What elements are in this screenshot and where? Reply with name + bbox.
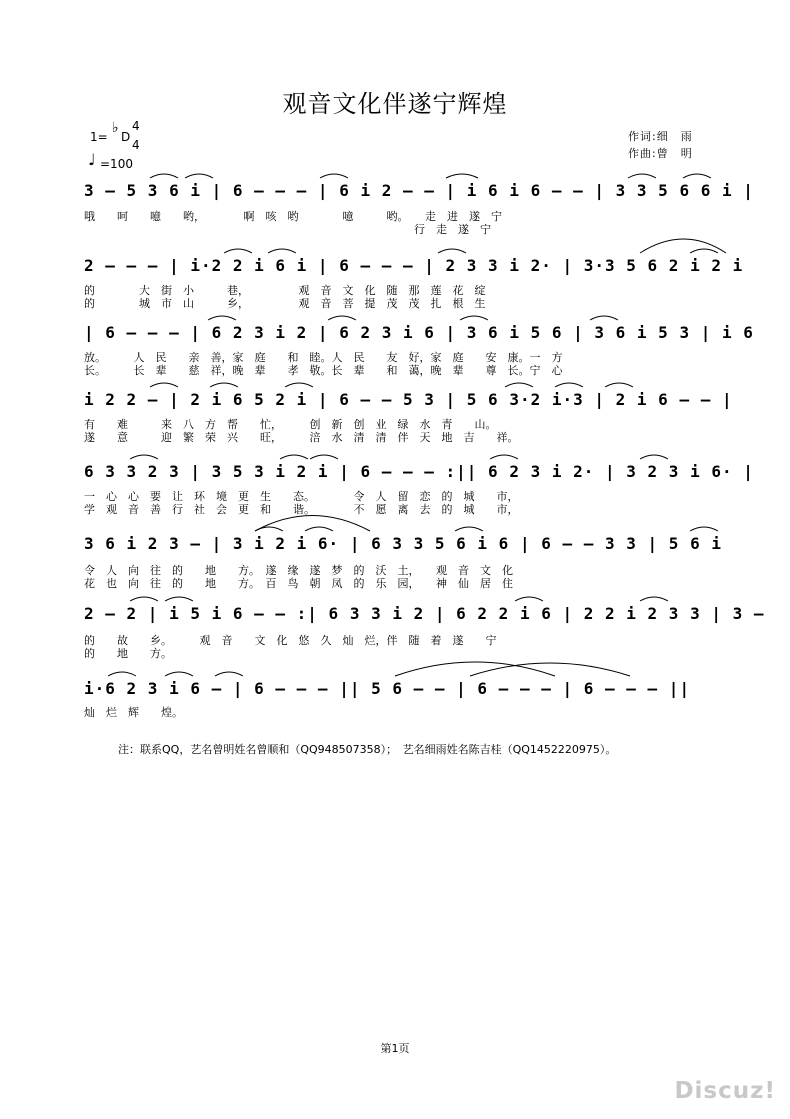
time-signature-top: 4: [132, 119, 140, 133]
page-title: 观音文化伴遂宁辉煌: [282, 90, 508, 118]
lyrics-line-5b: 学 观 音 善 行 社 会 更 和 谐。 不 愿 离 去 的 城 市，: [84, 503, 519, 516]
tempo-value: =100: [100, 157, 133, 171]
time-signature-bottom: 4: [132, 138, 140, 152]
lyrics-line-8a: 灿 烂 辉 煌。: [84, 706, 183, 719]
footnote: 注：联系QQ，艺名曾明姓名曾顺和（QQ948507358）； 艺名细雨姓名陈吉桂（QQ1452220975）。: [118, 743, 617, 756]
lyrics-line-2b: 的 城 市 山 乡， 观 音 菩 提 茂 茂 扎 根 生: [84, 297, 486, 310]
lyrics-line-5a: 一 心 心 要 让 环 境 更 生 态。 令 人 留 恋 的 城 市，: [84, 490, 519, 503]
notation-line-7: 2 – 2 | i 5 i 6 – – :| 6 3 3 i 2 | 6 2 2 i 6 | 2 2 i 2 3 3 | 3 –: [84, 604, 765, 623]
notation-line-2: 2 – – – | i·2 2 i 6 i | 6 – – – | 2 3 3 i 2· | 3·3 5 6 2 i 2 i: [84, 256, 744, 275]
lyrics-line-1a: 哦 呵 噫 哟， 啊 咳 哟 噫 哟。 走 进 遂 宁: [84, 210, 502, 223]
lyrics-line-3b: 长。 长 辈 慈 祥，晚 辈 孝 敬。长 辈 和 蔼，晚 辈 尊 长。宁 心: [84, 364, 563, 377]
notation-line-1: 3 – 5 3 6 i | 6 – – – | 6 i 2 – – | i 6 i 6 – – | 3 3 5 6 6 i |: [84, 181, 754, 200]
quarter-note-icon: ♩: [88, 150, 96, 169]
lyrics-line-4b: 遂 意 迎 繁 荣 兴 旺， 涪 水 清 清 伴 天 地 吉 祥。: [84, 431, 519, 444]
notation-line-3: | 6 – – – | 6 2 3 i 2 | 6 2 3 i 6 | 3 6 i 5 6 | 3 6 i 5 3 | i 6: [84, 323, 754, 342]
composer-credit: 作曲:曾 明: [628, 147, 693, 160]
lyrics-line-1b: 行 走 遂 宁: [84, 223, 491, 236]
key-prefix: 1=: [90, 130, 108, 144]
lyrics-line-6a: 令 人 向 往 的 地 方。 遂 缘 遂 梦 的 沃 土， 观 音 文 化: [84, 564, 513, 577]
lyrics-line-7a: 的 故 乡。 观 音 文 化 悠 久 灿 烂，伴 随 着 遂 宁: [84, 634, 497, 647]
key-note: D: [121, 130, 131, 144]
lyrics-line-2a: 的 大 街 小 巷， 观 音 文 化 随 那 莲 花 绽: [84, 284, 486, 297]
lyricist-credit: 作词:细 雨: [628, 130, 693, 143]
notation-line-8: i·6 2 3 i 6 – | 6 – – – || 5 6 – – | 6 – – – | 6 – – – ||: [84, 679, 691, 698]
flat-sign: ♭: [112, 120, 119, 136]
lyrics-line-4a: 有 难 来 八 方 帮 忙， 创 新 创 业 绿 水 青 山。: [84, 418, 497, 431]
lyrics-line-3a: 放。 人 民 亲 善，家 庭 和 睦。人 民 友 好，家 庭 安 康。一 方: [84, 351, 563, 364]
notation-line-4: i 2 2 – | 2 i 6 5 2 i | 6 – – 5 3 | 5 6 3·2 i·3 | 2 i 6 – – |: [84, 390, 733, 409]
lyrics-line-7b: 的 地 方。: [84, 647, 172, 660]
page-number: 第1页: [380, 1042, 410, 1055]
notation-line-5: 6 3 3 2 3 | 3 5 3 i 2 i | 6 – – – :|| 6 2 3 i 2· | 3 2 3 i 6· |: [84, 462, 754, 481]
watermark-logo: Discuz!: [674, 1078, 776, 1104]
notation-line-6: 3 6 i 2 3 – | 3 i 2 i 6· | 6 3 3 5 6 i 6 | 6 – – 3 3 | 5 6 i: [84, 534, 722, 553]
lyrics-line-6b: 花 也 向 往 的 地 方。 百 鸟 朝 凤 的 乐 园， 神 仙 居 住: [84, 577, 513, 590]
